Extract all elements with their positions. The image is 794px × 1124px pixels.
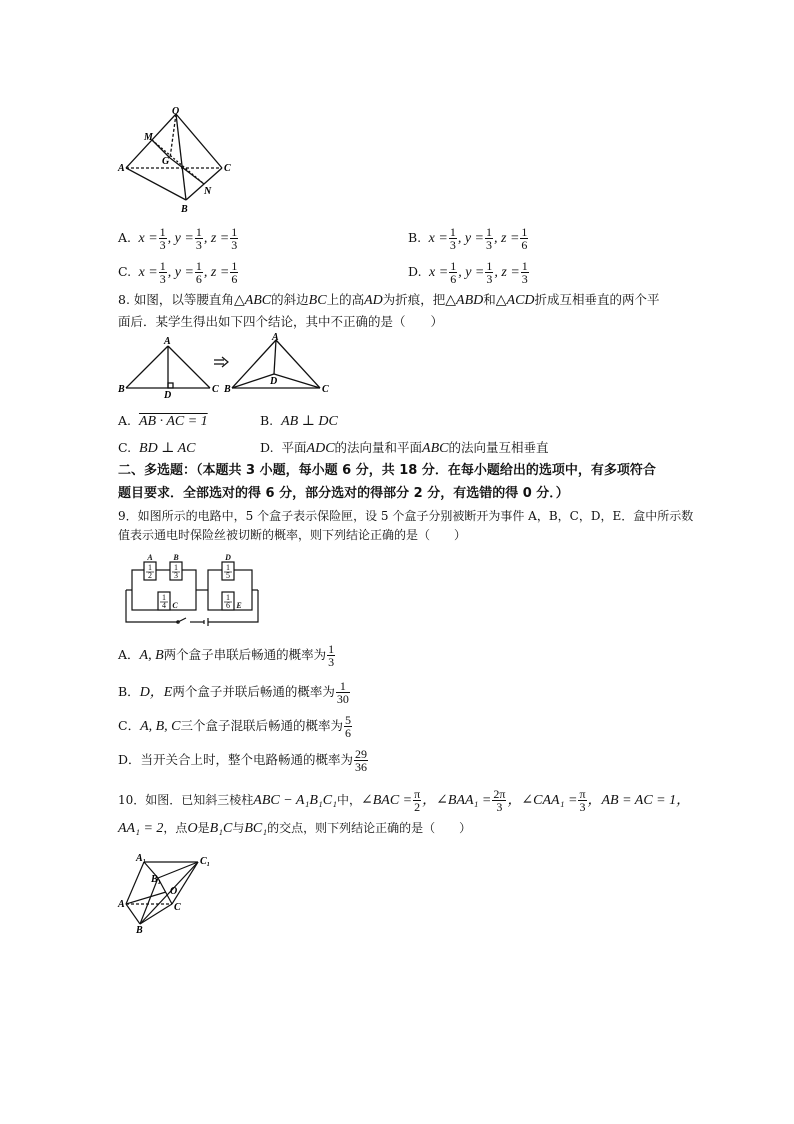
tri1-ac: [168, 346, 210, 388]
label-b1: B₁: [151, 874, 162, 885]
q8-option-c[interactable]: C. BD ⊥ AC: [118, 440, 196, 456]
q8-stem-line1: 8. 如图，以等腰直角△ABC的斜边BC上的高AD为折痕，把△ABD和△ACD折成互相垂直的两个平: [118, 292, 660, 308]
edge-oc: [176, 114, 222, 168]
label-c: C: [212, 384, 219, 395]
tri1-right-angle: [168, 383, 173, 388]
box-a-name: A: [147, 553, 153, 562]
box-e-name: E: [236, 601, 242, 610]
box-e-den: 6: [226, 601, 230, 610]
q9-stem-line1: 9．如图所示的电路中，5 个盒子表示保险匣，设 5 个盒子分别被断开为事件 A，B，C，D，E．盒中所示数: [118, 509, 694, 523]
section2-heading-line1: 二、多选题：（本题共 3 小题，每小题 6 分，共 18 分．在每小题给出的选项中，有多项符合: [118, 463, 656, 478]
box-b-name: B: [173, 553, 179, 562]
diag-b-c1: [140, 862, 198, 924]
edge-c-c1: [172, 862, 198, 904]
label-b: B: [181, 204, 188, 215]
edge-a-a1: [126, 862, 144, 904]
label-g: G: [162, 156, 170, 167]
label-a: A: [118, 899, 125, 910]
q8-option-d[interactable]: D. 平面ADC的法向量和平面ABC的法向量互相垂直: [260, 440, 549, 456]
q10-stem-line1: 10．如图．已知斜三棱柱ABC − A₁B₁C₁中，∠BAC = $\frac{\pi}{2}$ ，∠BAA₁ = $\frac{2\pi}{3}$ ，∠CAA₁ = $\frac{\pi}{3}$ ，AB = AC = 1，: [118, 787, 691, 814]
q8-option-b[interactable]: B. AB ⊥ DC: [260, 413, 338, 429]
label-o: O: [170, 886, 178, 897]
tri2-ad: [274, 340, 276, 374]
q9-option-b[interactable]: B．D，E两个盒子并联后畅通的概率为 $\frac{1}{30}$: [118, 679, 349, 706]
q7-option-d[interactable]: D. x = $\frac{1}{6}$ , y = $\frac{1}{3}$ , z = $\frac{1}{3}$: [408, 259, 528, 286]
box-a-num: 1: [148, 563, 152, 572]
edge-b1-c1: [158, 862, 198, 878]
line-mn: [152, 140, 204, 184]
q7-option-c[interactable]: C. x = $\frac{1}{3}$ , y = $\frac{1}{6}$ , z = $\frac{1}{6}$: [118, 259, 238, 286]
label-d2: D: [270, 376, 278, 387]
label-b: B: [136, 925, 143, 936]
q9-stem-line2: 值表示通电时保险丝被切断的概率，则下列结论正确的是（ ）: [118, 528, 467, 542]
label-a: A: [118, 163, 125, 174]
q7-option-a[interactable]: A. x = $\frac{1}{3}$ , y = $\frac{1}{3}$ , z = $\frac{1}{3}$: [118, 225, 238, 252]
label-c: C: [174, 902, 181, 913]
tri1-ab: [126, 346, 168, 388]
box-d-num: 1: [226, 563, 230, 572]
label-c: C: [224, 163, 231, 174]
edge-ob: [176, 114, 186, 200]
q9-option-c[interactable]: C．A, B, C三个盒子混联后畅通的概率为 $\frac{5}{6}$: [118, 713, 352, 740]
q10-stem-line2: AA₁ = 2，点O是B₁C与BC₁的交点，则下列结论正确的是（ ）: [118, 821, 472, 836]
section2-heading-line2: 题目要求．全部选对的得 6 分，部分选对的得部分 2 分，有选错的得 0 分．）: [118, 486, 569, 501]
line-og-dashed: [170, 114, 176, 158]
box-b-num: 1: [174, 563, 178, 572]
box-c-name: C: [172, 601, 178, 610]
q9-option-d[interactable]: D．当开关合上时，整个电路畅通的概率为 $\frac{29}{36}$: [118, 747, 368, 774]
q8-stem-line2: 面后．某学生得出如下四个结论，其中不正确的是（ ）: [118, 314, 444, 329]
label-n: N: [204, 186, 212, 197]
label-a: A: [164, 336, 171, 347]
fold-figure: [118, 334, 328, 400]
edge-a-b: [126, 904, 140, 924]
label-b2: B: [224, 384, 231, 395]
q7-option-b[interactable]: B. x = $\frac{1}{3}$ , y = $\frac{1}{3}$ , z = $\frac{1}{6}$: [408, 225, 528, 252]
q8-option-a[interactable]: A. AB · AC = 1: [118, 413, 208, 429]
edge-ab: [126, 168, 186, 200]
tetrahedron-figure: [118, 106, 236, 214]
label-c1: C₁: [200, 856, 211, 867]
q9-option-a[interactable]: A．A, B两个盒子串联后畅通的概率为 $\frac{1}{3}$: [118, 642, 335, 669]
label-o: O: [172, 106, 180, 117]
box-c-num: 1: [162, 593, 166, 602]
fold-arrow-icon: [214, 357, 228, 367]
label-a2: A: [272, 332, 279, 343]
box-c-den: 4: [162, 601, 166, 610]
label-m: M: [144, 132, 153, 143]
box-d-name: D: [225, 553, 231, 562]
box-d-den: 5: [226, 571, 230, 580]
label-a1: A₁: [136, 853, 147, 864]
box-b-den: 3: [174, 571, 178, 580]
label-b: B: [118, 384, 125, 395]
box-a-den: 2: [148, 571, 152, 580]
circuit-figure: [118, 550, 268, 630]
label-d: D: [164, 390, 172, 401]
label-c2: C: [322, 384, 329, 395]
box-e-num: 1: [226, 593, 230, 602]
prism-figure: [118, 852, 218, 934]
